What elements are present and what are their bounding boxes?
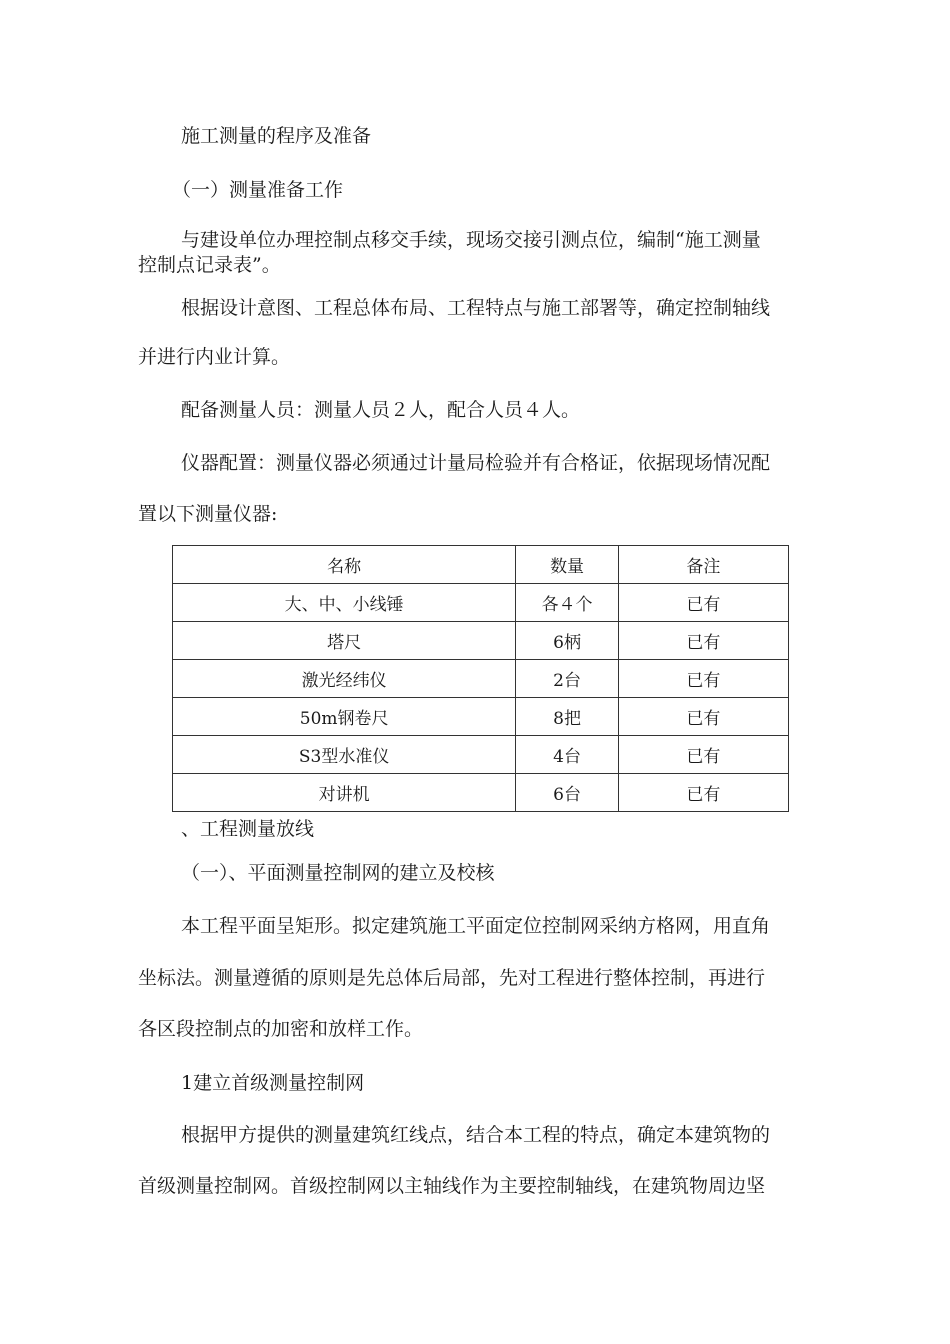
paragraph-line: 首级测量控制网。首级控制网以主轴线作为主要控制轴线，在建筑物周边坚 [138, 1175, 766, 1197]
header-cell-qty: 数量 [516, 546, 619, 584]
section-heading: 、工程测量放线 [181, 818, 315, 840]
paragraph-line: 本工程平面呈矩形。拟定建筑施工平面定位控制网采纳方格网，用直角 [181, 915, 771, 937]
table-header-row [173, 546, 789, 584]
table-row [173, 774, 789, 812]
paragraph-line: 根据设计意图、工程总体布局、工程特点与施工部署等，确定控制轴线 [181, 297, 771, 319]
subsection-heading: 1建立首级测量控制网 [181, 1072, 365, 1094]
table-cell: 4台 [516, 736, 619, 774]
paragraph-line: 各区段控制点的加密和放样工作。 [138, 1018, 424, 1040]
table-cell: 6柄 [516, 622, 619, 660]
table-cell: 激光经纬仪 [173, 660, 516, 698]
table-row [173, 584, 789, 622]
paragraph-line: 控制点记录表”。 [138, 254, 281, 276]
table-cell: 已有 [618, 660, 788, 698]
subsection-heading: （一）测量准备工作 [172, 179, 344, 201]
table-cell: 2台 [516, 660, 619, 698]
table-cell: 已有 [618, 698, 788, 736]
subsection-heading: （一）、平面测量控制网的建立及校核 [181, 862, 495, 884]
table-cell: 8把 [516, 698, 619, 736]
table-row [173, 660, 789, 698]
table-cell: 已有 [618, 774, 788, 812]
paragraph-line: 根据甲方提供的测量建筑红线点，结合本工程的特点，确定本建筑物的 [181, 1124, 771, 1146]
header-cell-note: 备注 [618, 546, 788, 584]
header-cell-name: 名称 [173, 546, 516, 584]
table-row [173, 698, 789, 736]
paragraph-line: 配备测量人员：测量人员２人，配合人员４人。 [181, 399, 581, 421]
paragraph-line: 并进行内业计算。 [138, 346, 291, 368]
paragraph-line: 与建设单位办理控制点移交手续，现场交接引测点位，编制“施工测量 [181, 229, 761, 251]
table-cell: 50m钢卷尺 [173, 698, 516, 736]
table-cell: S3型水准仪 [173, 736, 516, 774]
paragraph-line: 置以下测量仪器: [138, 503, 278, 525]
table-cell: 对讲机 [173, 774, 516, 812]
paragraph-line: 仪器配置：测量仪器必须通过计量局检验并有合格证，依据现场情况配 [181, 452, 771, 474]
section-heading: 施工测量的程序及准备 [181, 125, 372, 147]
table-cell: 已有 [618, 584, 788, 622]
table-cell: 塔尺 [173, 622, 516, 660]
table-cell: 大、中、小线锤 [173, 584, 516, 622]
instrument-table [172, 545, 789, 812]
table-cell: 6台 [516, 774, 619, 812]
table-row [173, 622, 789, 660]
table-cell: 已有 [618, 622, 788, 660]
table-cell: 已有 [618, 736, 788, 774]
table-cell: 各４个 [516, 584, 619, 622]
table-row [173, 736, 789, 774]
paragraph-line: 坐标法。测量遵循的原则是先总体后局部，先对工程进行整体控制，再进行 [138, 967, 766, 989]
